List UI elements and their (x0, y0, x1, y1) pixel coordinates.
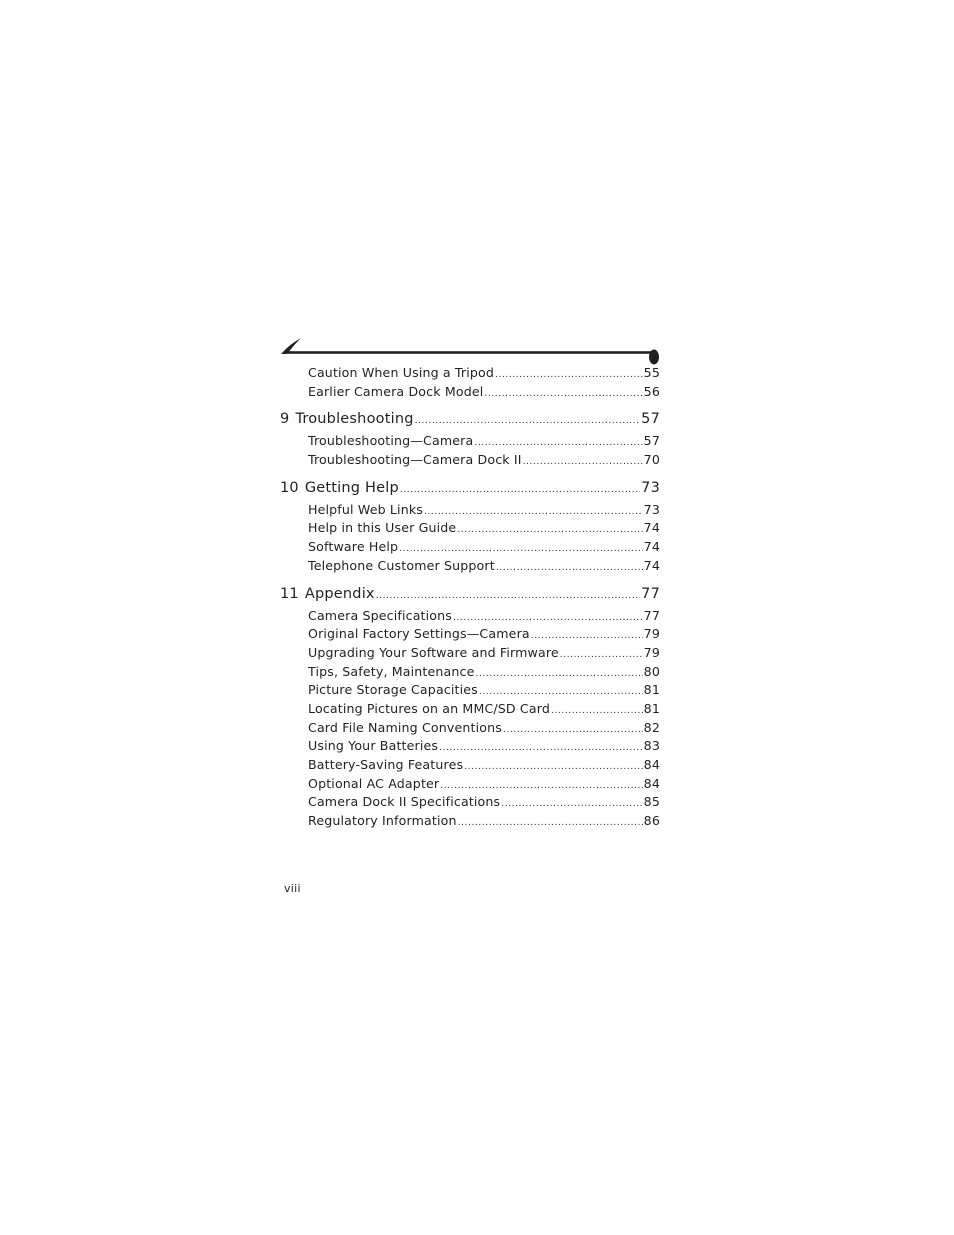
entry-title: Optional AC Adapter (308, 775, 440, 791)
entry-title: Camera Specifications (308, 607, 452, 623)
dot-leader (496, 563, 643, 573)
entry-page-number: 77 (643, 607, 660, 623)
header-line (284, 351, 654, 354)
dot-leader (424, 507, 643, 517)
entry-title: Using Your Batteries (308, 738, 439, 754)
dot-leader (440, 781, 642, 791)
dot-leader (523, 457, 643, 467)
toc-entry[interactable] (280, 701, 660, 720)
chapter-title: Appendix (304, 585, 375, 602)
entry-page-number: 82 (643, 719, 660, 735)
entry-page-number: 70 (643, 452, 660, 468)
entry-page-number: 74 (643, 557, 660, 573)
dot-leader (415, 416, 641, 426)
dot-leader (457, 525, 642, 535)
toc-entry[interactable] (280, 539, 660, 558)
entry-page-number: 74 (643, 539, 660, 555)
toc-chapter (280, 586, 660, 832)
dot-leader (399, 544, 642, 554)
chapter-number: 11 (280, 585, 299, 602)
dot-leader (479, 687, 643, 697)
entry-title: Card File Naming Conventions (308, 719, 502, 735)
dot-leader (551, 706, 643, 716)
dot-leader (503, 725, 643, 735)
header-rule (280, 336, 661, 366)
toc-entry[interactable] (280, 502, 660, 521)
dot-leader (453, 613, 643, 623)
toc-entry[interactable] (280, 664, 660, 683)
entry-title: Upgrading Your Software and Firmware (308, 644, 559, 660)
chapter-number: 9 (280, 411, 290, 428)
toc-entry[interactable] (280, 757, 660, 776)
entry-title: Original Factory Settings—Camera (308, 626, 530, 642)
entry-title: Software Help (308, 539, 399, 555)
toc-entry[interactable] (280, 452, 660, 471)
toc-entry[interactable] (280, 384, 660, 403)
dot-leader (400, 485, 640, 495)
entry-title: Battery-Saving Features (308, 757, 464, 772)
toc-chapter-heading[interactable] (280, 480, 660, 502)
toc-chapter (280, 411, 660, 470)
toc-entry[interactable] (280, 813, 660, 832)
entry-page-number: 79 (643, 626, 660, 642)
chapter-title: Troubleshooting (295, 411, 414, 428)
entry-page-number: 81 (643, 682, 660, 698)
entry-title: Picture Storage Capacities (308, 682, 478, 698)
entry-page-number: 85 (643, 794, 660, 810)
toc-chapter (280, 480, 660, 577)
toc-entry[interactable] (280, 682, 660, 701)
dot-leader (476, 669, 643, 679)
entry-title: Caution When Using a Tripod (308, 365, 495, 380)
toc-entry[interactable] (280, 738, 660, 757)
toc-entry[interactable] (280, 433, 660, 452)
toc-entry[interactable] (280, 794, 660, 813)
chapter-page-number: 73 (641, 479, 660, 496)
toc-entry[interactable] (280, 776, 660, 795)
entry-page-number: 79 (643, 644, 660, 660)
toc-entry[interactable] (280, 645, 660, 664)
entry-page-number: 74 (643, 520, 660, 536)
entry-page-number: 56 (643, 383, 660, 399)
dot-leader (484, 389, 642, 399)
toc-entry[interactable] (280, 520, 660, 539)
chapter-page-number: 57 (641, 411, 660, 428)
dot-leader (458, 818, 643, 828)
entry-title: Camera Dock II Specifications (308, 794, 501, 810)
toc-chapter (280, 365, 660, 402)
entry-page-number: 84 (643, 775, 660, 791)
dot-leader (501, 799, 642, 809)
entry-page-number: 84 (643, 757, 660, 772)
toc-chapter-heading[interactable] (280, 411, 660, 433)
entry-title: Troubleshooting—Camera Dock II (308, 452, 522, 468)
entry-title: Help in this User Guide (308, 520, 457, 536)
table-of-contents (280, 365, 660, 832)
dot-leader (560, 650, 643, 660)
entry-page-number: 80 (643, 663, 660, 679)
entry-title: Tips, Safety, Maintenance (308, 663, 475, 679)
toc-entry[interactable] (280, 558, 660, 577)
dot-leader (464, 762, 642, 772)
page-number: viii (284, 882, 301, 895)
entry-title: Regulatory Information (308, 813, 457, 829)
entry-page-number: 55 (643, 365, 660, 380)
chapter-page-number: 77 (641, 585, 660, 602)
entry-page-number: 86 (643, 813, 660, 829)
header-end-dot (649, 350, 659, 365)
dot-leader (495, 370, 643, 380)
dot-leader (474, 438, 642, 448)
entry-title: Troubleshooting—Camera (308, 433, 474, 449)
toc-entry[interactable] (280, 720, 660, 739)
toc-entry[interactable] (280, 626, 660, 645)
toc-entry[interactable] (280, 365, 660, 384)
dot-leader (376, 591, 640, 601)
entry-page-number: 81 (643, 700, 660, 716)
chapter-number: 10 (280, 479, 299, 496)
entry-page-number: 57 (643, 433, 660, 449)
entry-title: Locating Pictures on an MMC/SD Card (308, 700, 550, 716)
chapter-title: Getting Help (304, 479, 399, 496)
toc-entry[interactable] (280, 608, 660, 627)
entry-page-number: 83 (643, 738, 660, 754)
entry-title: Helpful Web Links (308, 501, 423, 517)
entry-title: Earlier Camera Dock Model (308, 383, 484, 399)
entry-page-number: 73 (643, 501, 660, 517)
entry-title: Telephone Customer Support (308, 557, 495, 573)
dot-leader (439, 743, 643, 753)
toc-chapter-heading[interactable] (280, 586, 660, 608)
dot-leader (531, 631, 643, 641)
